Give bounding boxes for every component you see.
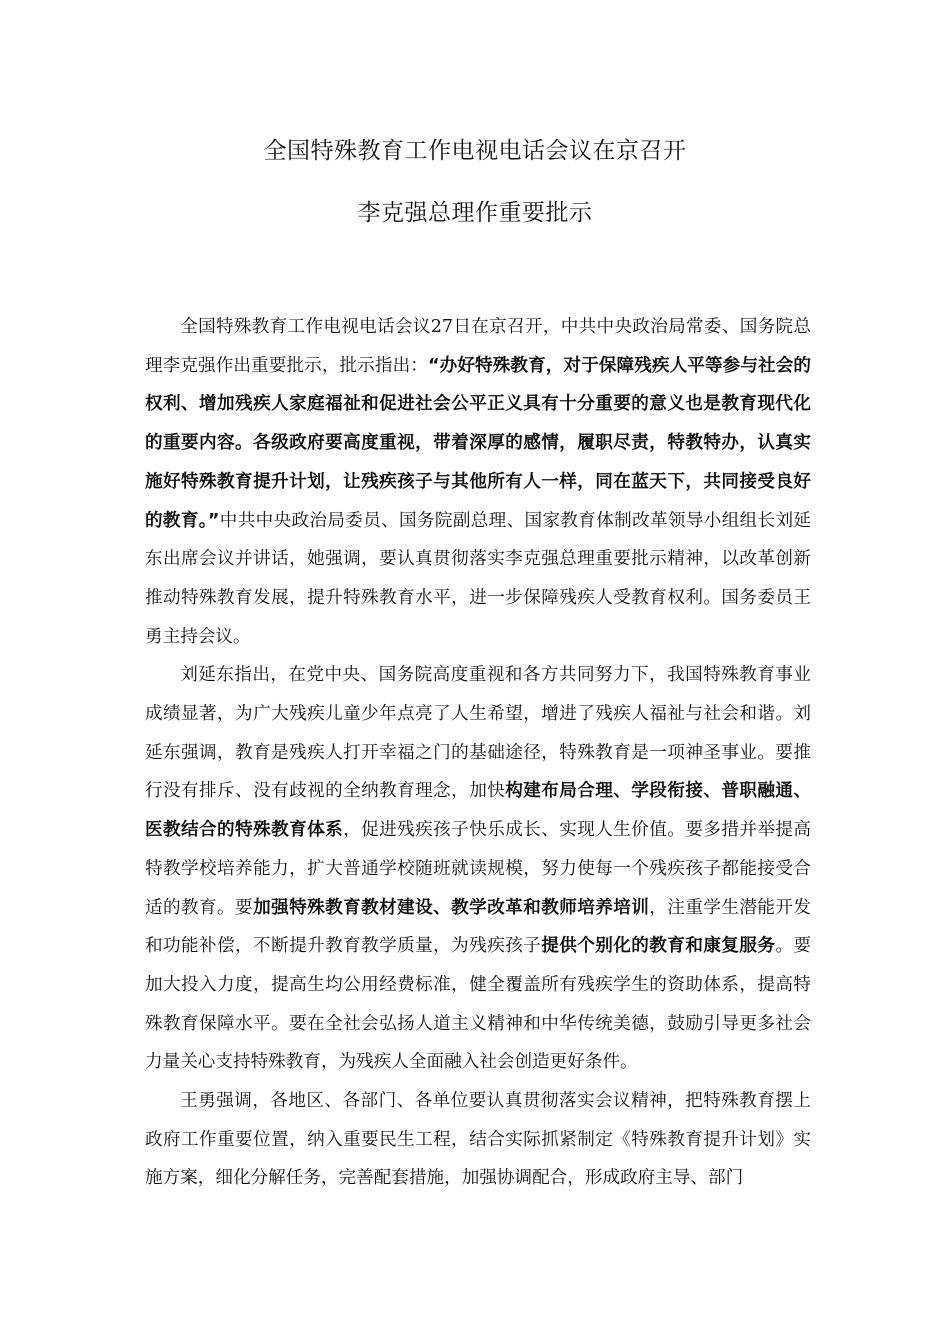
paragraph-1-span-2: “办好特殊教育，对于保障残疾人平等参与社会的权利、增加残疾人家庭福祉和促进社会公平正义具有十分重要的意义也是教育现代化的重要内容。各级政府要高度重视，带着深厚的感情，履职尽责，特教特办，认真实施好特殊教育提升计划，让残疾孩子与其他所有人一样，同在蓝天下，共同接受良好的教育。” bbox=[145, 355, 811, 531]
paragraph-2-span-4: 加强特殊教育教材建设、教学改革和教师培养培训 bbox=[253, 897, 650, 918]
document-title-line-1: 全国特殊教育工作电视电话会议在京召开 bbox=[263, 138, 687, 164]
document-title-line-2: 李克强总理作重要批示 bbox=[357, 200, 593, 226]
paragraph-3-span-1: 王勇强调，各地区、各部门、各单位要认真贯彻落实会议精神，把特殊教育摆上政府工作重要位置，纳入重要民生工程，结合实际抓紧制定《特殊教育提升计划》实施方案，细化分解任务，完善配套措施，加强协调配合，形成政府主导、部门 bbox=[145, 1091, 811, 1189]
paragraph-2-span-3: ，促进残疾孩子快乐成长、实现人生价值。要多措并举提高特教学校培养能力，扩大普通学校随班就读规模，努力使每一个残疾孩子都能接受合适的教育。要 bbox=[145, 820, 811, 918]
document-body bbox=[145, 308, 811, 1198]
paragraph-2 bbox=[145, 656, 811, 1082]
paragraph-1-span-3: 中共中央政治局委员、国务院副总理、国家教育体制改革领导小组组长刘延东出席会议并讲话，她强调，要认真贯彻落实李克强总理重要批示精神，以改革创新推动特殊教育发展，提升特殊教育水平，进一步保障残疾人受教育权利。国务委员王勇主持会议。 bbox=[145, 510, 811, 647]
paragraph-2-span-2: 构建布局合理、学段衔接、普职融通、医教结合的特殊教育体系 bbox=[145, 781, 811, 841]
paragraph-2-span-5: ，注重学生潜能开发和功能补偿，不断提升教育教学质量，为残疾孩子 bbox=[145, 897, 811, 957]
paragraph-3 bbox=[145, 1082, 811, 1198]
paragraph-1-span-1: 全国特殊教育工作电视电话会议27日在京召开，中共中央政治局常委、国务院总理李克强作出重要批示，批示指出： bbox=[145, 317, 811, 376]
paragraph-2-span-6: 提供个别化的教育和康复服务 bbox=[541, 936, 776, 957]
paragraph-2-span-7: 。要加大投入力度，提高生均公用经费标准，健全覆盖所有残疾学生的资助体系，提高特殊教育保障水平。要在全社会弘扬人道主义精神和中华传统美德，鼓励引导更多社会力量关心支持特殊教育，为残疾人全面融入社会创造更好条件。 bbox=[145, 936, 811, 1073]
paragraph-1 bbox=[145, 308, 811, 656]
paragraph-2-span-1: 刘延东指出，在党中央、国务院高度重视和各方共同努力下，我国特殊教育事业成绩显著，为广大残疾儿童少年点亮了人生希望，增进了残疾人福祉与社会和谐。刘延东强调，教育是残疾人打开幸福之门的基础途径，特殊教育是一项神圣事业。要推行没有排斥、没有歧视的全纳教育理念，加快 bbox=[145, 665, 811, 802]
